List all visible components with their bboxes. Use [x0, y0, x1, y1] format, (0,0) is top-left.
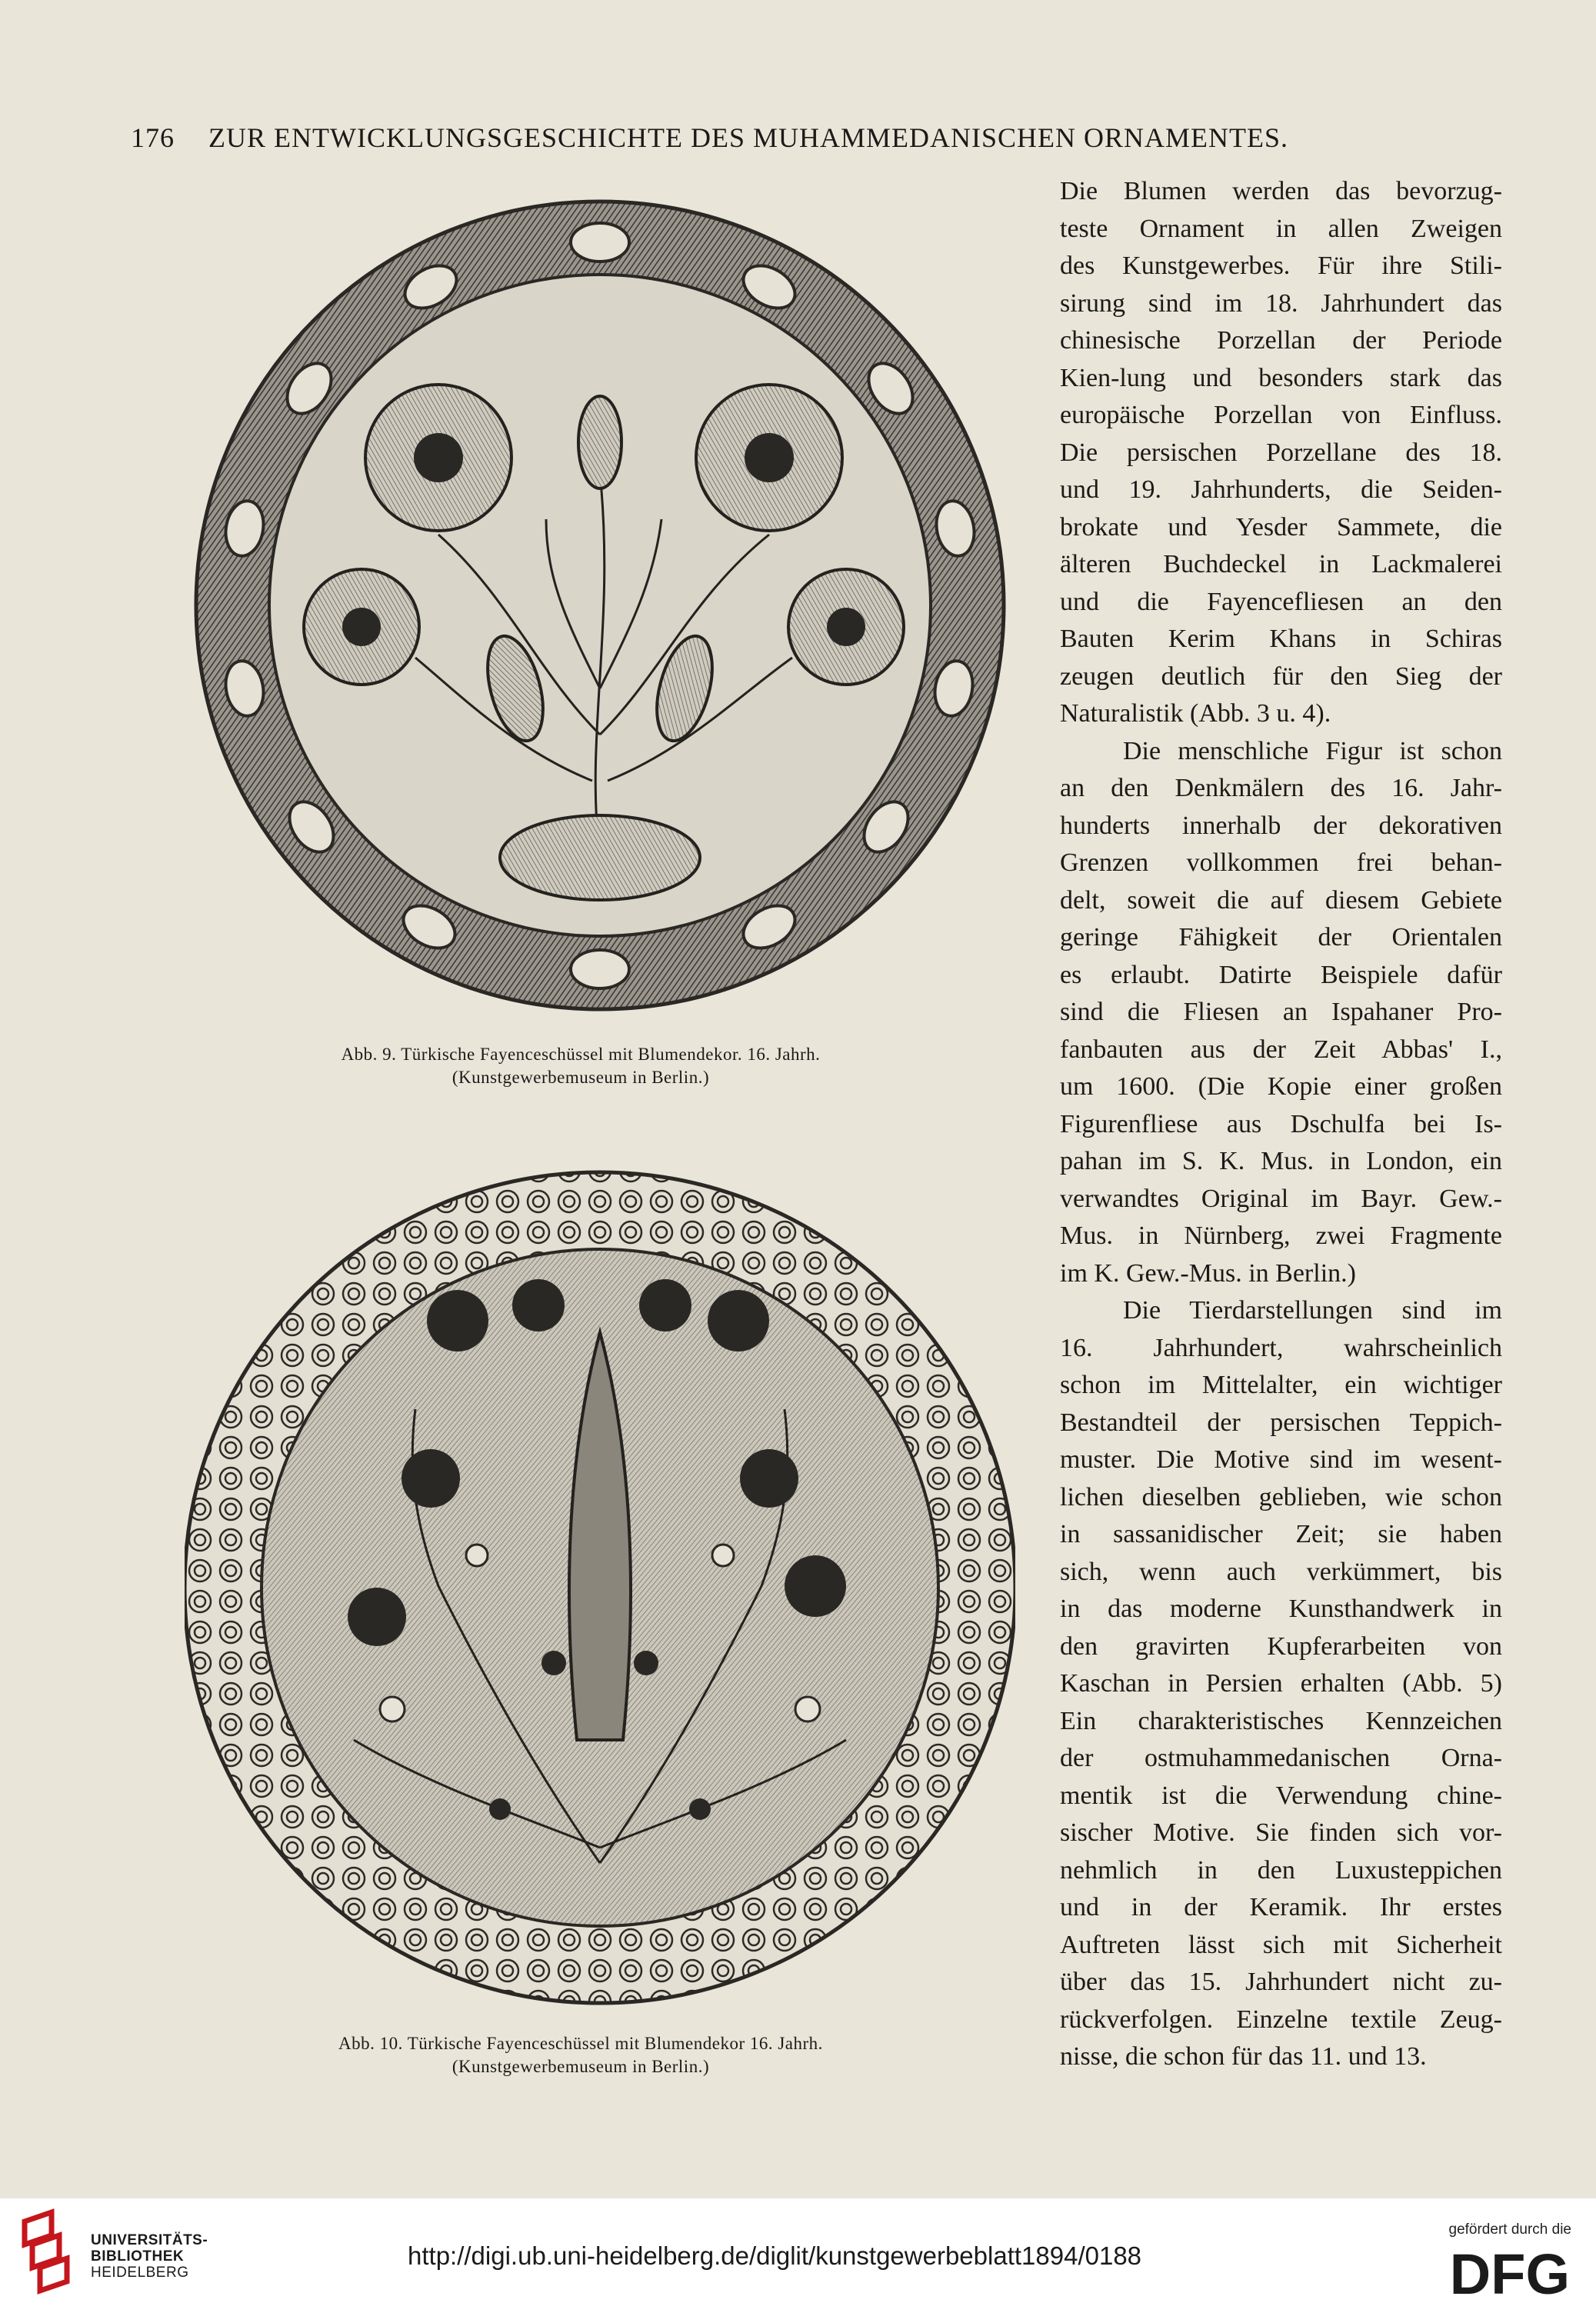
dfg-logo-icon	[1418, 2245, 1571, 2300]
text-line: nehmlich in den Luxusteppichen	[1060, 1855, 1502, 1885]
text-line: an den Denkmälern des 16. Jahr-	[1060, 774, 1502, 802]
figure-caption-abb-10	[196, 2032, 965, 2078]
text-line: muster. Die Motive sind im wesent-	[1060, 1445, 1502, 1474]
text-line: teste Ornament in allen Zweigen	[1060, 214, 1502, 243]
text-line: sich, wenn auch verkümmert, bis	[1060, 1557, 1502, 1586]
running-head	[131, 122, 1408, 154]
text-line: Bauten Kerim Khans in Schiras	[1060, 625, 1502, 653]
text-line: pahan im S. K. Mus. in London, ein	[1060, 1147, 1502, 1175]
text-line: um 1600. (Die Kopie einer großen	[1060, 1072, 1502, 1101]
text-line: 16. Jahrhundert, wahrscheinlich	[1060, 1333, 1502, 1362]
page-number: 176	[131, 122, 175, 153]
viewer-footer	[0, 2198, 1596, 2313]
text-line: rückverfolgen. Einzelne textile Zeug-	[1060, 2005, 1502, 2034]
text-line: nisse, die schon für das 11. und 13.	[1060, 2042, 1427, 2071]
text-line: Kien-lung und besonders stark das	[1060, 363, 1502, 392]
text-line: des Kunstgewerbes. Für ihre Stili-	[1060, 252, 1502, 280]
text-line: hunderts innerhalb der dekorativen	[1060, 811, 1502, 840]
text-line: Mus. in Nürnberg, zwei Fragmente	[1060, 1221, 1502, 1250]
text-line: chinesische Porzellan der Periode	[1060, 326, 1502, 355]
text-line: in sassanidischer Zeit; sie haben	[1060, 1520, 1502, 1548]
library-name-line: UNIVERSITÄTS-	[91, 2232, 208, 2248]
library-name-line: BIBLIOTHEK	[91, 2248, 185, 2265]
text-line: Naturalistik (Abb. 3 u. 4).	[1060, 699, 1331, 728]
funder-logo-text: DFG	[1449, 2245, 1570, 2300]
text-line: zeugen deutlich für den Sieg der	[1060, 662, 1502, 691]
text-line: Die menschliche Figur ist schon	[1123, 736, 1502, 765]
caption-title: Abb. 10. Türkische Fayenceschüssel mit Blumendekor 16. Jahrh.	[338, 2034, 823, 2053]
text-line: Die persischen Porzellane des 18.	[1060, 438, 1502, 467]
text-line: Die Blumen werden das bevorzug-	[1060, 177, 1502, 205]
library-name	[91, 2232, 208, 2281]
text-line: fanbauten aus der Zeit Abbas' I.,	[1060, 1035, 1502, 1064]
text-line: in das moderne Kunsthandwerk in	[1060, 1595, 1502, 1623]
text-line: Figurenfliese aus Dschulfa bei Is-	[1060, 1109, 1502, 1138]
text-line: sirung sind im 18. Jahrhundert das	[1060, 288, 1502, 318]
text-line: schon im Mittelalter, ein wichtiger	[1060, 1371, 1502, 1399]
text-line: delt, soweit die auf diesem Gebiete	[1060, 885, 1502, 915]
text-line: und die Fayencefliesen an den	[1060, 587, 1502, 616]
funding-note: gefördert durch die	[1448, 2221, 1571, 2238]
text-line: im K. Gew.-Mus. in Berlin.)	[1060, 1258, 1356, 1288]
caption-title: Abb. 9. Türkische Fayenceschüssel mit Blumendekor. 16. Jahrh.	[341, 1045, 821, 1064]
caption-source: (Kunstgewerbemuseum in Berlin.)	[451, 2057, 710, 2076]
text-line: den gravirten Kupferarbeiten von	[1060, 1631, 1502, 1661]
text-line: der ostmuhammedanischen Orna-	[1060, 1744, 1502, 1772]
text-line: Bestandteil der persischen Teppich-	[1060, 1408, 1502, 1437]
caption-source: (Kunstgewerbemuseum in Berlin.)	[451, 1068, 710, 1087]
text-line: älteren Buchdeckel in Lackmalerei	[1060, 550, 1502, 578]
text-line: Auftreten lässt sich mit Sicherheit	[1060, 1930, 1502, 1959]
text-line: Die Tierdarstellungen sind im	[1123, 1296, 1502, 1325]
text-line: es erlaubt. Datirte Beispiele dafür	[1060, 960, 1502, 989]
text-line: europäische Porzellan von Einfluss.	[1060, 401, 1502, 429]
figure-abb-10-plate	[185, 1155, 1015, 2021]
text-line: und 19. Jahrhunderts, die Seiden-	[1060, 475, 1502, 504]
text-line: geringe Fähigkeit der Orientalen	[1060, 923, 1502, 952]
body-text-column	[1060, 173, 1502, 2076]
text-line: Kaschan in Persien erhalten (Abb. 5)	[1060, 1669, 1502, 1698]
figure-abb-9-plate	[185, 196, 1015, 1015]
text-line: lichen dieselben geblieben, wie schon	[1060, 1482, 1502, 1511]
university-library-logo-icon	[17, 2206, 78, 2298]
text-line: sischer Motive. Sie finden sich vor-	[1060, 1818, 1502, 1847]
text-line: sind die Fliesen an Ispahaner Pro-	[1060, 998, 1502, 1026]
text-line: verwandtes Original im Bayr. Gew.-	[1060, 1184, 1502, 1213]
figure-caption-abb-9	[196, 1043, 965, 1089]
text-line: Grenzen vollkommen frei behan-	[1060, 848, 1502, 877]
plate-illustration-1	[185, 196, 1015, 1015]
running-title: ZUR ENTWICKLUNGSGESCHICHTE DES MUHAMMEDANISCHEN ORNAMENTES.	[208, 122, 1288, 153]
text-line: Ein charakteristisches Kennzeichen	[1060, 1706, 1502, 1735]
permalink-url[interactable]: http://digi.ub.uni-heidelberg.de/diglit/kunstgewerbeblatt1894/0188	[408, 2241, 1142, 2270]
text-line: und in der Keramik. Ihr erstes	[1060, 1893, 1502, 1921]
text-line: brokate und Yesder Sammete, die	[1060, 512, 1502, 542]
plate-illustration-2	[185, 1155, 1015, 2021]
text-line: mentik ist die Verwendung chine-	[1060, 1781, 1502, 1810]
text-line: über das 15. Jahrhundert nicht zu-	[1060, 1968, 1502, 1996]
library-name-line: HEIDELBERG	[91, 2265, 189, 2281]
